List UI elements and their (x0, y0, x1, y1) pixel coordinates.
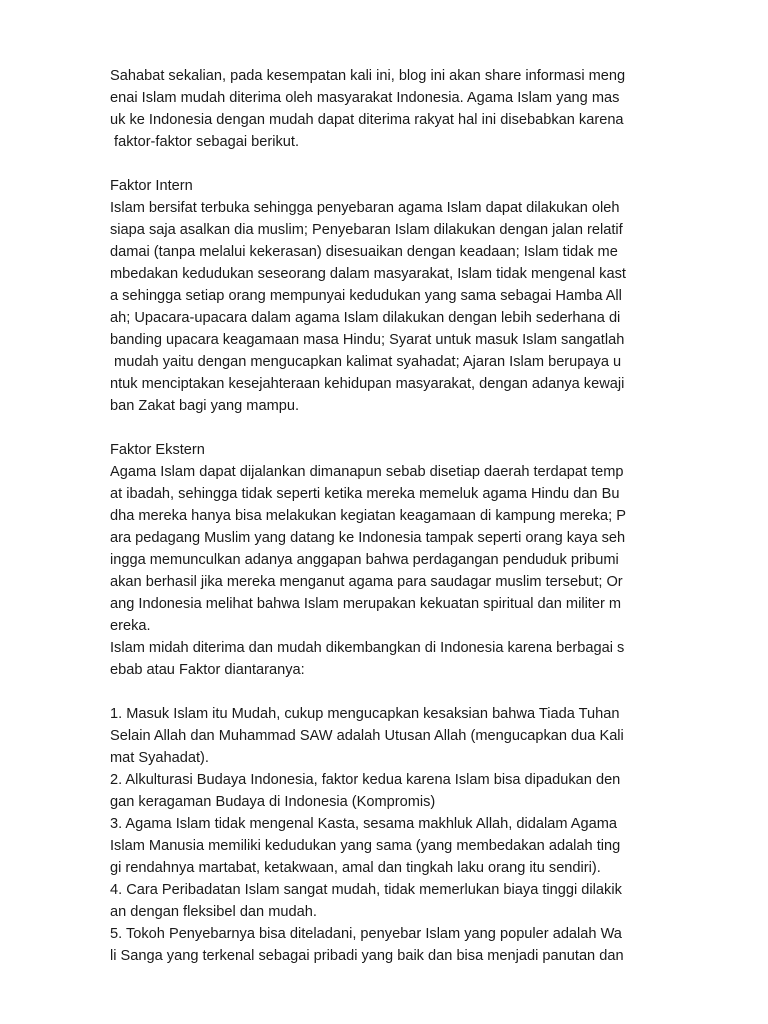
text-line: uk ke Indonesia dengan mudah dapat diterima rakyat hal ini disebabkan karena (110, 112, 624, 128)
section-heading: Faktor Intern (110, 178, 193, 194)
text-line: ingga memunculkan adanya anggapan bahwa perdagangan penduduk pribumi (110, 552, 619, 568)
paragraph-gap (110, 417, 670, 439)
list-item: an dengan fleksibel dan mudah. (110, 904, 317, 920)
list-item: gi rendahnya martabat, ketakwaan, amal dan tingkah laku orang itu sendiri). (110, 860, 601, 876)
text-line: ntuk menciptakan kesejahteraan kehidupan masyarakat, dengan adanya kewaji (110, 376, 625, 392)
text-line: mbedakan kedudukan seseorang dalam masyarakat, Islam tidak mengenal kast (110, 266, 626, 282)
list-item: 4. Cara Peribadatan Islam sangat mudah, tidak memerlukan biaya tinggi dilakik (110, 882, 622, 898)
text-line: Islam midah diterima dan mudah dikembangkan di Indonesia karena berbagai s (110, 640, 625, 656)
list-item: 2. Alkulturasi Budaya Indonesia, faktor kedua karena Islam bisa dipadukan den (110, 772, 621, 788)
list-item: Selain Allah dan Muhammad SAW adalah Utusan Allah (mengucapkan dua Kali (110, 728, 624, 744)
text-line: ereka. (110, 618, 151, 634)
paragraph-gap (110, 153, 670, 175)
section-intern (110, 175, 670, 417)
text-line: akan berhasil jika mereka menganut agama para saudagar muslim tersebut; Or (110, 574, 623, 590)
text-line: ang Indonesia melihat bahwa Islam merupakan kekuatan spiritual dan militer m (110, 596, 622, 612)
text-line: at ibadah, sehingga tidak seperti ketika mereka memeluk agama Hindu dan Bu (110, 486, 620, 502)
text-line: mudah yaitu dengan mengucapkan kalimat syahadat; Ajaran Islam berupaya u (110, 354, 622, 370)
list-item: mat Syahadat). (110, 750, 209, 766)
text-line: ban Zakat bagi yang mampu. (110, 398, 300, 414)
text-line: ebab atau Faktor diantaranya: (110, 662, 305, 678)
numbered-list (110, 703, 670, 967)
document-page (110, 65, 670, 967)
list-item: Islam Manusia memiliki kedudukan yang sama (yang membedakan adalah ting (110, 838, 621, 854)
intro-paragraph (110, 65, 670, 153)
text-line: a sehingga setiap orang mempunyai kedudukan yang sama sebagai Hamba All (110, 288, 622, 304)
section-ekstern (110, 439, 670, 681)
list-item: 1. Masuk Islam itu Mudah, cukup mengucapkan kesaksian bahwa Tiada Tuhan (110, 706, 620, 722)
list-item: li Sanga yang terkenal sebagai pribadi yang baik dan bisa menjadi panutan dan (110, 948, 624, 964)
section-heading: Faktor Ekstern (110, 442, 205, 458)
list-item: 5. Tokoh Penyebarnya bisa diteladani, penyebar Islam yang populer adalah Wa (110, 926, 622, 942)
list-item: 3. Agama Islam tidak mengenal Kasta, sesama makhluk Allah, didalam Agama (110, 816, 617, 832)
text-line: banding upacara keagamaan masa Hindu; Syarat untuk masuk Islam sangatlah (110, 332, 625, 348)
text-line: damai (tanpa melalui kekerasan) disesuaikan dengan keadaan; Islam tidak me (110, 244, 618, 260)
paragraph-gap (110, 681, 670, 703)
text-line: ah; Upacara-upacara dalam agama Islam dilakukan dengan lebih sederhana di (110, 310, 621, 326)
text-line: faktor-faktor sebagai berikut. (110, 134, 299, 150)
text-line: dha mereka hanya bisa melakukan kegiatan keagamaan di kampung mereka; P (110, 508, 626, 524)
text-line: enai Islam mudah diterima oleh masyarakat Indonesia. Agama Islam yang mas (110, 90, 620, 106)
text-line: ara pedagang Muslim yang datang ke Indonesia tampak seperti orang kaya seh (110, 530, 626, 546)
text-line: Agama Islam dapat dijalankan dimanapun sebab disetiap daerah terdapat temp (110, 464, 624, 480)
text-line: Islam bersifat terbuka sehingga penyebaran agama Islam dapat dilakukan oleh (110, 200, 620, 216)
list-item: gan keragaman Budaya di Indonesia (Kompromis) (110, 794, 436, 810)
text-line: Sahabat sekalian, pada kesempatan kali ini, blog ini akan share informasi meng (110, 68, 626, 84)
text-line: siapa saja asalkan dia muslim; Penyebaran Islam dilakukan dengan jalan relatif (110, 222, 623, 238)
